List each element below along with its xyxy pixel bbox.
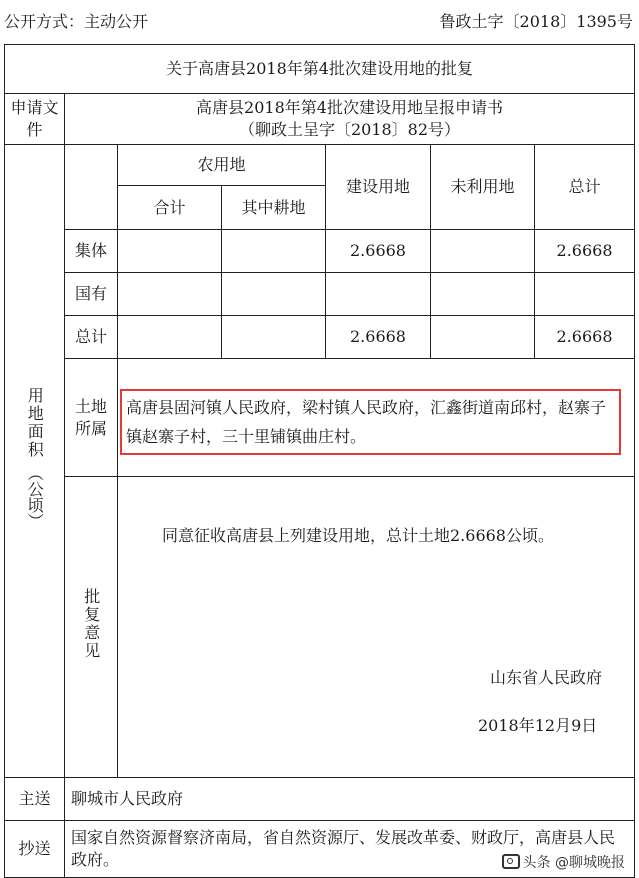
cell-farm-total xyxy=(118,230,222,273)
cc-value: 国家自然资源督察济南局，省自然资源厅、发展改革委、财政厅，高唐县人民政府。 xyxy=(65,821,635,878)
application-label: 申请文件 xyxy=(5,94,65,145)
main-delivery-value: 聊城市人民政府 xyxy=(65,778,635,821)
table-row xyxy=(5,230,635,273)
camera-icon xyxy=(502,854,520,869)
area-unit-label: （公顷） xyxy=(25,465,45,529)
approval-table xyxy=(4,44,635,878)
disclosure-method: 公开方式：主动公开 xyxy=(4,12,149,31)
cell-cultivated xyxy=(222,316,326,359)
cell-farm-total xyxy=(118,316,222,359)
source-watermark: 头条 @聊城晚报 xyxy=(498,850,629,874)
cell-total xyxy=(535,273,635,316)
header-construction: 建设用地 xyxy=(326,145,431,230)
approval-date: 2018年12月9日 xyxy=(478,716,598,735)
cell-farm-total xyxy=(118,273,222,316)
row-label-total: 总计 xyxy=(65,316,118,359)
approval-label-cell xyxy=(65,477,118,778)
cc-label: 抄送 xyxy=(5,821,65,878)
application-file-number: （聊政土呈字〔2018〕82号） xyxy=(238,120,461,139)
land-owner-label: 土地 所属 xyxy=(65,359,118,477)
cell-unused xyxy=(431,230,535,273)
document-header xyxy=(0,0,639,44)
header-total: 总计 xyxy=(535,145,635,230)
cell-unused xyxy=(431,273,535,316)
signer: 山东省人民政府 xyxy=(490,668,603,687)
cell-cultivated xyxy=(222,230,326,273)
main-delivery-label: 主送 xyxy=(5,778,65,821)
area-side-label xyxy=(5,145,65,778)
cell-unused xyxy=(431,316,535,359)
approval-text: 同意征收高唐县上列建设用地，总计土地2.6668公顷。 xyxy=(162,526,554,545)
cell-total: 2.6668 xyxy=(535,230,635,273)
land-owner-highlight: 高唐县固河镇人民政府，梁村镇人民政府，汇鑫街道南邱村，赵寨子镇赵寨子村，三十里铺镇曲庄村。 xyxy=(120,389,621,455)
cell-construction: 2.6668 xyxy=(326,316,431,359)
document-number: 鲁政土字〔2018〕1395号 xyxy=(439,12,633,31)
approval-label: 批复意见 xyxy=(81,588,101,661)
header-unused: 未利用地 xyxy=(431,145,535,230)
area-label: 用地面积 xyxy=(25,387,45,460)
row-label-state: 国有 xyxy=(65,273,118,316)
header-cultivated: 其中耕地 xyxy=(222,186,326,230)
cell-total: 2.6668 xyxy=(535,316,635,359)
approval-cell xyxy=(118,477,635,778)
cell-cultivated xyxy=(222,273,326,316)
cell-construction: 2.6668 xyxy=(326,230,431,273)
application-file-title: 高唐县2018年第4批次建设用地呈报申请书 xyxy=(196,98,503,118)
table-row xyxy=(5,316,635,359)
document-title: 关于高唐县2018年第4批次建设用地的批复 xyxy=(5,45,635,94)
cell-construction xyxy=(326,273,431,316)
header-farmland: 农用地 xyxy=(118,145,326,186)
row-label-collective: 集体 xyxy=(65,230,118,273)
table-row xyxy=(5,273,635,316)
blank-corner-cell xyxy=(65,145,118,230)
application-file xyxy=(65,94,635,145)
land-owner-cell xyxy=(118,359,635,477)
header-farmland-total: 合计 xyxy=(118,186,222,230)
